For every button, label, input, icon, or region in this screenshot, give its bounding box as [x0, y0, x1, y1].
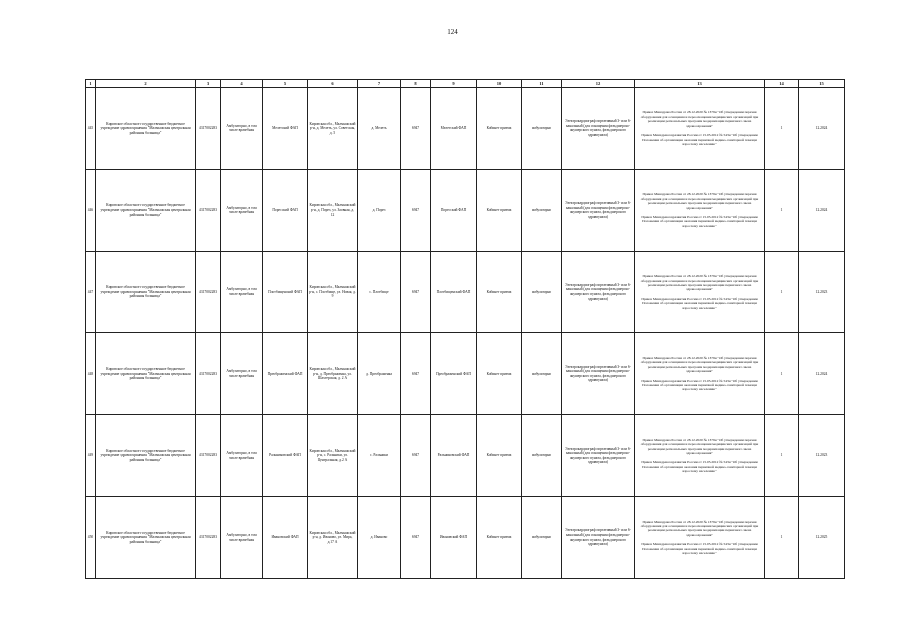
- code-2: 6947: [401, 415, 431, 497]
- page-number: 124: [447, 28, 458, 36]
- care-mode: амбулаторно: [522, 88, 562, 170]
- legal-basis: [635, 88, 765, 170]
- institution-name: Кировское областное государственное бюджетное учреждение здравоохранения "Малмыжская центральная районная больница": [96, 333, 196, 415]
- unit-address: Кировская обл., Малмыжский р-н, д. Мелеть, ул. Советская, д. 5: [308, 88, 358, 170]
- legal-basis-order-2: Приказ Минздравсоцразвития России от 15.05.2012 № 543н "Об утверждении Положения об организации оказания первичной медико-санитарной помощи взрослому населению": [641, 296, 758, 310]
- code-2: 6947: [401, 88, 431, 170]
- column-header: 9: [431, 80, 477, 88]
- legal-basis-order-2: Приказ Минздравсоцразвития России от 15.05.2012 № 543н "Об утверждении Положения об организации оказания первичной медико-санитарной помощи взрослому населению": [641, 133, 758, 146]
- care-type: Амбулаторно, в том числе врачебная: [221, 415, 263, 497]
- table-row: [86, 497, 845, 579]
- care-type: Амбулаторно, в том числе врачебная: [221, 497, 263, 579]
- institution-code: 4317002283: [196, 251, 221, 333]
- unit-address: Кировская обл., Малмыжский р-н, д. Иваново, ул. Мира, д.17 А: [308, 497, 358, 579]
- quantity: 1: [765, 497, 799, 579]
- room: Кабинет приема: [477, 88, 522, 170]
- institution-name: Кировское областное государственное бюджетное учреждение здравоохранения "Малмыжская центральная районная больница": [96, 88, 196, 170]
- legal-basis-order-1: Приказ Минздрава России от 28.12.2020 № 1379н "Об утверждении перечня оборудования для оснащения и переоснащения медицинских организаций при реализации региональных программ модернизации первичного звена здравоохранения": [640, 437, 759, 456]
- legal-basis: [635, 251, 765, 333]
- due-date: 12.2025: [799, 497, 845, 579]
- table-row: [86, 333, 845, 415]
- care-mode: амбулаторно: [522, 251, 562, 333]
- fap-name: Мелетский ФАП: [431, 88, 477, 170]
- unit-name: Ральниковский ФАП: [263, 415, 308, 497]
- table-row: [86, 88, 845, 170]
- legal-basis-order-2: Приказ Минздравсоцразвития России от 15.05.2012 № 543н "Об утверждении Положения об организации оказания первичной медико-санитарной помощи взрослому населению": [641, 378, 758, 392]
- due-date: 12.2023: [799, 251, 845, 333]
- column-header: 15: [799, 80, 845, 88]
- legal-basis-order-2: Приказ Минздравсоцразвития России от 15.05.2012 № 543н "Об утверждении Положения об организации оказания первичной медико-санитарной помощи взрослому населению": [641, 542, 758, 556]
- due-date: 12.2024: [799, 169, 845, 251]
- due-date: 12.2023: [799, 415, 845, 497]
- institution-code: 4317002283: [196, 497, 221, 579]
- unit-name: Плотбищенский ФАП: [263, 251, 308, 333]
- row-number: 446: [86, 169, 96, 251]
- fap-name: Ивановский ФАП: [431, 497, 477, 579]
- equipment: Электрокардиограф портативный 3- или 6-канальный (для оснащения фельдшерско-акушерского пункта, фельдшерского здравпункта): [562, 497, 635, 579]
- care-type: Амбулаторно, в том числе врачебная: [221, 88, 263, 170]
- equipment: Электрокардиограф портативный 3- или 6-канальный (для оснащения фельдшерско-акушерского пункта, фельдшерского здравпункта): [562, 169, 635, 251]
- legal-basis-order-2: Приказ Минздравсоцразвития России от 15.05.2012 № 543н "Об утверждении Положения об организации оказания первичной медико-санитарной помощи взрослому населению": [641, 214, 758, 228]
- column-header: 14: [765, 80, 799, 88]
- row-number: 447: [86, 251, 96, 333]
- legal-basis-order-1: Приказ Минздрава России от 28.12.2020 № 1379н "Об утверждении перечня оборудования для оснащения и переоснащения медицинских организаций при реализации региональных программ модернизации первичного звена здравоохранения": [640, 274, 759, 292]
- row-number: 450: [86, 497, 96, 579]
- legal-basis: [635, 169, 765, 251]
- column-header: 10: [477, 80, 522, 88]
- legal-basis: [635, 497, 765, 579]
- column-header: 11: [522, 80, 562, 88]
- room: Кабинет приема: [477, 497, 522, 579]
- room: Кабинет приема: [477, 415, 522, 497]
- column-header: 3: [196, 80, 221, 88]
- row-number: 445: [86, 88, 96, 170]
- fap-name: Преображенский ФАП: [431, 333, 477, 415]
- room: Кабинет приема: [477, 251, 522, 333]
- due-date: 12.2024: [799, 88, 845, 170]
- settlement: д. Преображенка: [358, 333, 401, 415]
- unit-address: Кировская обл., Малмыжский р-н, с. Плотбище, ул. Новая, д. 9: [308, 251, 358, 333]
- quantity: 1: [765, 415, 799, 497]
- institution-code: 4317002283: [196, 88, 221, 170]
- header-row: [86, 80, 845, 88]
- care-mode: амбулаторно: [522, 415, 562, 497]
- unit-name: Преображенский ФАП: [263, 333, 308, 415]
- fap-name: Плотбищенский ФАП: [431, 251, 477, 333]
- equipment: Электрокардиограф портативный 3- или 6-канальный (для оснащения фельдшерско-акушерского пункта, фельдшерского здравпункта): [562, 333, 635, 415]
- code-2: 6947: [401, 169, 431, 251]
- unit-address: Кировская обл., Малмыжский р-н, с. Ральники, ул. Центральная, д.2 А: [308, 415, 358, 497]
- institution-code: 4317002283: [196, 169, 221, 251]
- column-header: 2: [96, 80, 196, 88]
- column-header: 4: [221, 80, 263, 88]
- table-row: [86, 251, 845, 333]
- institution-code: 4317002283: [196, 415, 221, 497]
- care-mode: амбулаторно: [522, 333, 562, 415]
- quantity: 1: [765, 169, 799, 251]
- legal-basis-order-2: Приказ Минздравсоцразвития России от 15.05.2012 № 543н "Об утверждении Положения об организации оказания первичной медико-санитарной помощи взрослому населению": [641, 460, 758, 474]
- legal-basis-order-1: Приказ Минздрава России от 28.12.2020 № 1379н "Об утверждении перечня оборудования для оснащения и переоснащения медицинских организаций при реализации региональных программ модернизации первичного звена здравоохранения": [640, 192, 759, 210]
- equipment: Электрокардиограф портативный 3- или 6-канальный (для оснащения фельдшерско-акушерского пункта, фельдшерского здравпункта): [562, 88, 635, 170]
- column-header: 12: [562, 80, 635, 88]
- table-row: [86, 169, 845, 251]
- care-mode: амбулаторно: [522, 169, 562, 251]
- unit-name: Поресский ФАП: [263, 169, 308, 251]
- settlement: с. Ральники: [358, 415, 401, 497]
- code-2: 6947: [401, 333, 431, 415]
- unit-address: Кировская обл., Малмыжский р-н, д. Порез, ул. Заовная, д. 12: [308, 169, 358, 251]
- equipment-register-table: [85, 79, 845, 579]
- column-header: 7: [358, 80, 401, 88]
- settlement: д. Мелеть: [358, 88, 401, 170]
- column-header: 13: [635, 80, 765, 88]
- unit-name: Мелетский ФАП: [263, 88, 308, 170]
- equipment: Электрокардиограф портативный 3- или 6-канальный (для оснащения фельдшерско-акушерского пункта, фельдшерского здравпункта): [562, 415, 635, 497]
- column-header: 5: [263, 80, 308, 88]
- institution-name: Кировское областное государственное бюджетное учреждение здравоохранения "Малмыжская центральная районная больница": [96, 251, 196, 333]
- room: Кабинет приема: [477, 169, 522, 251]
- fap-name: Ральниковский ФАП: [431, 415, 477, 497]
- settlement: с. Плотбище: [358, 251, 401, 333]
- settlement: д. Иваново: [358, 497, 401, 579]
- institution-name: Кировское областное государственное бюджетное учреждение здравоохранения "Малмыжская центральная районная больница": [96, 415, 196, 497]
- quantity: 1: [765, 88, 799, 170]
- legal-basis-order-1: Приказ Минздрава России от 28.12.2020 № 1379н "Об утверждении перечня оборудования для оснащения и переоснащения медицинских организаций при реализации региональных программ модернизации первичного звена здравоохранения": [640, 519, 759, 537]
- care-type: Амбулаторно, в том числе врачебная: [221, 251, 263, 333]
- code-2: 6947: [401, 251, 431, 333]
- quantity: 1: [765, 333, 799, 415]
- legal-basis: [635, 333, 765, 415]
- code-2: 6947: [401, 497, 431, 579]
- table-row: [86, 415, 845, 497]
- legal-basis-order-1: Приказ Минздрава России от 28.12.2020 № 1379н "Об утверждении перечня оборудования для оснащения и переоснащения медицинских организаций при реализации региональных программ модернизации первичного звена здравоохранения": [640, 110, 759, 128]
- quantity: 1: [765, 251, 799, 333]
- care-type: Амбулаторно, в том числе врачебная: [221, 333, 263, 415]
- row-number: 449: [86, 415, 96, 497]
- settlement: д. Порез: [358, 169, 401, 251]
- room: Кабинет приема: [477, 333, 522, 415]
- equipment: Электрокардиограф портативный 3- или 6-канальный (для оснащения фельдшерско-акушерского пункта, фельдшерского здравпункта): [562, 251, 635, 333]
- unit-name: Ивановский ФАП: [263, 497, 308, 579]
- due-date: 12.2024: [799, 333, 845, 415]
- column-header: 8: [401, 80, 431, 88]
- institution-code: 4317002283: [196, 333, 221, 415]
- legal-basis: [635, 415, 765, 497]
- institution-name: Кировское областное государственное бюджетное учреждение здравоохранения "Малмыжская центральная районная больница": [96, 497, 196, 579]
- unit-address: Кировская обл., Малмыжский р-н, д. Преображенка, ул. Шахтерская, д. 2 А: [308, 333, 358, 415]
- legal-basis-order-1: Приказ Минздрава России от 28.12.2020 № 1379н "Об утверждении перечня оборудования для оснащения и переоснащения медицинских организаций при реализации региональных программ модернизации первичного звена здравоохранения": [640, 355, 759, 374]
- institution-name: Кировское областное государственное бюджетное учреждение здравоохранения "Малмыжская центральная районная больница": [96, 169, 196, 251]
- fap-name: Поресский ФАП: [431, 169, 477, 251]
- care-type: Амбулаторно, в том числе врачебная: [221, 169, 263, 251]
- row-number: 448: [86, 333, 96, 415]
- column-header: 1: [86, 80, 96, 88]
- column-header: 6: [308, 80, 358, 88]
- care-mode: амбулаторно: [522, 497, 562, 579]
